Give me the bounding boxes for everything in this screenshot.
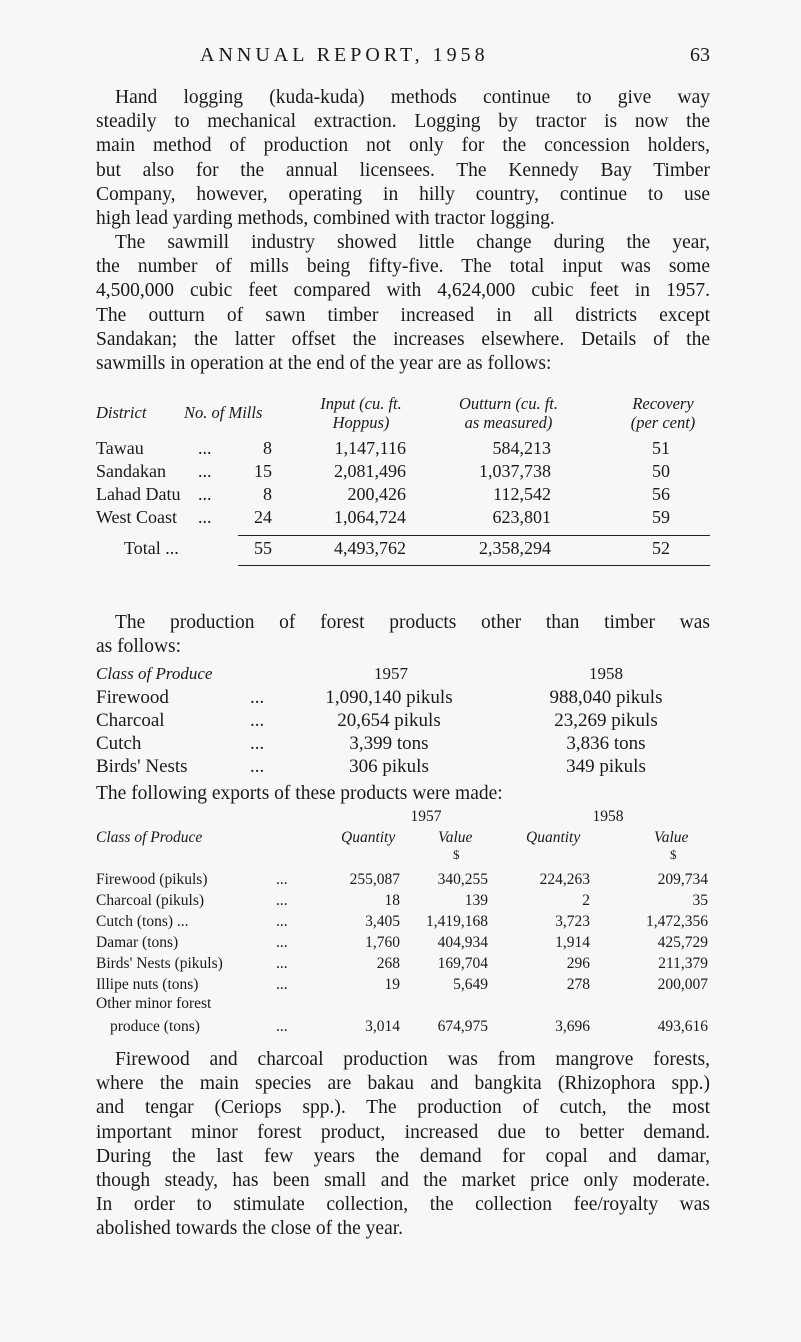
header-mills: No. of Mills [184,403,263,422]
cell-value-1957: 674,975 [437,1018,488,1035]
paragraph-hand-logging [96,86,710,231]
text-line: The outturn of sawn timber increased in all districts except [96,304,710,326]
text-line: abolished towards the close of the year. [96,1218,404,1240]
cell-dots: ... [198,438,212,458]
cell-recovery: 51 [652,438,670,458]
cell-quantity-1958: 224,263 [539,871,590,888]
cell-value-1957: 169,704 [437,955,488,972]
cell-1958: 988,040 pikuls [549,687,663,708]
cell-1958: 3,836 tons [566,733,646,754]
header-outturn [436,394,581,432]
cell-dots: ... [198,484,212,504]
cell-value-1958: 209,734 [657,871,708,888]
cell-recovery: 50 [652,461,670,481]
cell-input: 2,081,496 [334,461,406,481]
text-line-content: Hand logging (kuda-kuda) methods continue to give way [115,87,710,108]
cell-dots: ... [276,955,288,972]
cell-dots: ... [198,507,212,527]
cell-mills: 8 [263,484,272,504]
cell-quantity-1957: 255,087 [349,871,400,888]
cell-mills: 8 [263,438,272,458]
cell-quantity-1957: 3,014 [365,1018,400,1035]
cell-produce-name: Damar (tons) [96,934,179,951]
cell-quantity-1958: 2 [582,892,590,909]
text-line: Company, however, operating in hilly country, continue to use [96,183,710,205]
cell-value-1958: 493,616 [657,1018,708,1035]
cell-district: Lahad Datu [96,484,181,504]
cell-dots: ... [276,871,288,888]
header-outturn-line1: Outturn (cu. ft. [459,394,558,413]
cell-dots: ... [276,976,288,993]
text-line [96,86,710,110]
text-line: 4,500,000 cubic feet compared with 4,624,000 cubic feet in 1957. [96,280,710,302]
header-currency-1957: $ [453,847,460,862]
cell-value-1957: 5,649 [453,976,488,993]
cell-dots: ... [250,687,265,708]
cell-district: West Coast [96,507,178,527]
text-line: where the main species are bakau and bangkita (Rhizophora spp.) [96,1073,710,1095]
total-rule-bottom [238,565,710,566]
header-quantity-1957: Quantity [341,829,396,846]
text-line: steadily to mechanical extraction. Logging by tractor is now the [96,111,710,133]
cell-value-1958: 200,007 [657,976,708,993]
cell-quantity-1957: 19 [384,976,400,993]
cell-district: Sandakan [96,461,166,481]
header-outturn-line2: as measured) [464,413,553,432]
cell-total-outturn: 2,358,294 [479,538,551,558]
paragraph-forest-products [96,611,710,659]
cell-1957: 3,399 tons [349,733,429,754]
text-line: as follows: [96,636,182,658]
text-line: Sandakan; the latter offset the increases elsewhere. Details of the [96,328,710,350]
report-title: ANNUAL REPORT, 1958 [200,44,489,66]
cell-quantity-1958: 3,723 [555,913,590,930]
paragraph-sawmill-industry [96,231,710,376]
cell-produce-name: Charcoal (pikuls) [96,892,205,909]
header-value-1958: Value [654,829,689,846]
produce-table [96,664,710,777]
cell-dots: ... [276,913,288,930]
cell-mills: 15 [254,461,272,481]
cell-dots: ... [198,461,212,481]
cell-value-1957: 139 [464,892,488,909]
cell-value-1958: 425,729 [657,934,708,951]
header-1957: 1957 [374,664,408,683]
cell-quantity-1957: 18 [384,892,400,909]
cell-produce-name: Cutch (tons) ... [96,913,189,930]
cell-outturn: 1,037,738 [479,461,551,481]
cell-dots: ... [250,733,265,754]
cell-produce-name: Firewood (pikuls) [96,871,208,888]
text-line: the number of mills being fifty-five. The total input was some [96,256,710,278]
cell-1957: 20,654 pikuls [337,710,441,731]
cell-recovery: 56 [652,484,670,504]
text-line-content: Firewood and charcoal production was from mangrove forests, [115,1049,710,1070]
text-line [96,1048,710,1072]
cell-outturn: 584,213 [492,438,551,458]
cell-produce-name: Illipe nuts (tons) [96,976,199,993]
cell-quantity-1958: 1,914 [555,934,590,951]
header-recovery-line2: (per cent) [630,413,696,432]
cell-total-recovery: 52 [652,538,670,558]
text-line: In order to stimulate collection, the collection fee/royalty was [96,1194,710,1216]
text-line: high lead yarding methods, combined with tractor logging. [96,208,555,230]
cell-1958: 349 pikuls [566,756,646,777]
cell-produce-name: Charcoal [96,710,165,731]
cell-quantity-1957: 1,760 [365,934,400,951]
cell-produce-name: Firewood [96,687,169,708]
header-district: District [96,403,147,422]
cell-input: 1,147,116 [334,438,406,458]
text-line: During the last few years the demand for copal and damar, [96,1145,710,1167]
cell-value-1957: 1,419,168 [426,913,488,930]
text-line-content: The sawmill industry showed little change during the year, [115,232,710,253]
header-quantity-1958: Quantity [526,829,581,846]
cell-total-input: 4,493,762 [334,538,406,558]
header-1957: 1957 [410,808,442,825]
cell-outturn: 112,542 [493,484,551,504]
cell-value-1957: 404,934 [437,934,488,951]
text-line [96,611,710,635]
cell-quantity-1957: 3,405 [365,913,400,930]
header-input-line1: Input (cu. ft. [320,394,402,413]
cell-total-label: Total ... [124,538,179,558]
sawmill-table [96,394,710,594]
paragraph-mangrove [96,1048,710,1242]
cell-1957: 1,090,140 pikuls [325,687,453,708]
exports-table [96,808,710,1043]
cell-produce-name-cont: produce (tons) [110,1018,200,1035]
cell-value-1957: 340,255 [437,871,488,888]
cell-district: Tawau [96,438,144,458]
text-line: and tengar (Ceriops spp.). The production of cutch, the most [96,1097,710,1119]
header-class-of-produce: Class of Produce [96,664,213,683]
header-currency-1958: $ [670,847,677,862]
cell-input: 200,426 [347,484,406,504]
page-number: 63 [690,44,710,66]
total-rule-top [238,535,710,536]
running-header [96,44,710,70]
cell-value-1958: 1,472,356 [646,913,708,930]
cell-produce-name: Birds' Nests [96,756,188,777]
cell-quantity-1958: 296 [566,955,590,972]
header-recovery-line1: Recovery [632,394,694,413]
cell-quantity-1958: 3,696 [555,1018,590,1035]
text-line [96,231,710,255]
cell-1957: 306 pikuls [349,756,429,777]
text-line: main method of production not only for the concession holders, [96,135,710,157]
text-line: sawmills in operation at the end of the year are as follows: [96,353,552,375]
cell-mills: 24 [254,507,272,527]
cell-produce-name: Cutch [96,733,142,754]
cell-dots: ... [250,710,265,731]
cell-value-1958: 35 [692,892,708,909]
text-line: The following exports of these products were made: [96,783,503,804]
header-recovery [616,394,710,432]
cell-dots: ... [276,1018,288,1035]
cell-value-1958: 211,379 [658,955,708,972]
header-input-line2: Hoppus) [332,413,390,432]
cell-dots: ... [250,756,265,777]
text-line: but also for the annual licensees. The Kennedy Bay Timber [96,159,710,181]
cell-total-mills: 55 [254,538,272,558]
cell-1958: 23,269 pikuls [554,710,658,731]
header-input [296,394,426,432]
paragraph-exports-intro [96,782,710,806]
cell-recovery: 59 [652,507,670,527]
cell-quantity-1957: 268 [376,955,400,972]
header-1958: 1958 [592,808,624,825]
cell-quantity-1958: 278 [566,976,590,993]
cell-produce-name: Birds' Nests (pikuls) [96,955,223,972]
header-class-of-produce: Class of Produce [96,829,203,846]
cell-dots: ... [276,892,288,909]
cell-dots: ... [276,934,288,951]
cell-outturn: 623,801 [492,507,551,527]
cell-produce-name: Other minor forest [96,995,212,1012]
text-line-content: The production of forest products other than timber was [115,612,710,633]
text-line: important minor forest product, increased due to better demand. [96,1121,710,1143]
text-line: though steady, has been small and the market price only moderate. [96,1170,710,1192]
header-value-1957: Value [438,829,473,846]
cell-input: 1,064,724 [334,507,406,527]
header-1958: 1958 [589,664,623,683]
